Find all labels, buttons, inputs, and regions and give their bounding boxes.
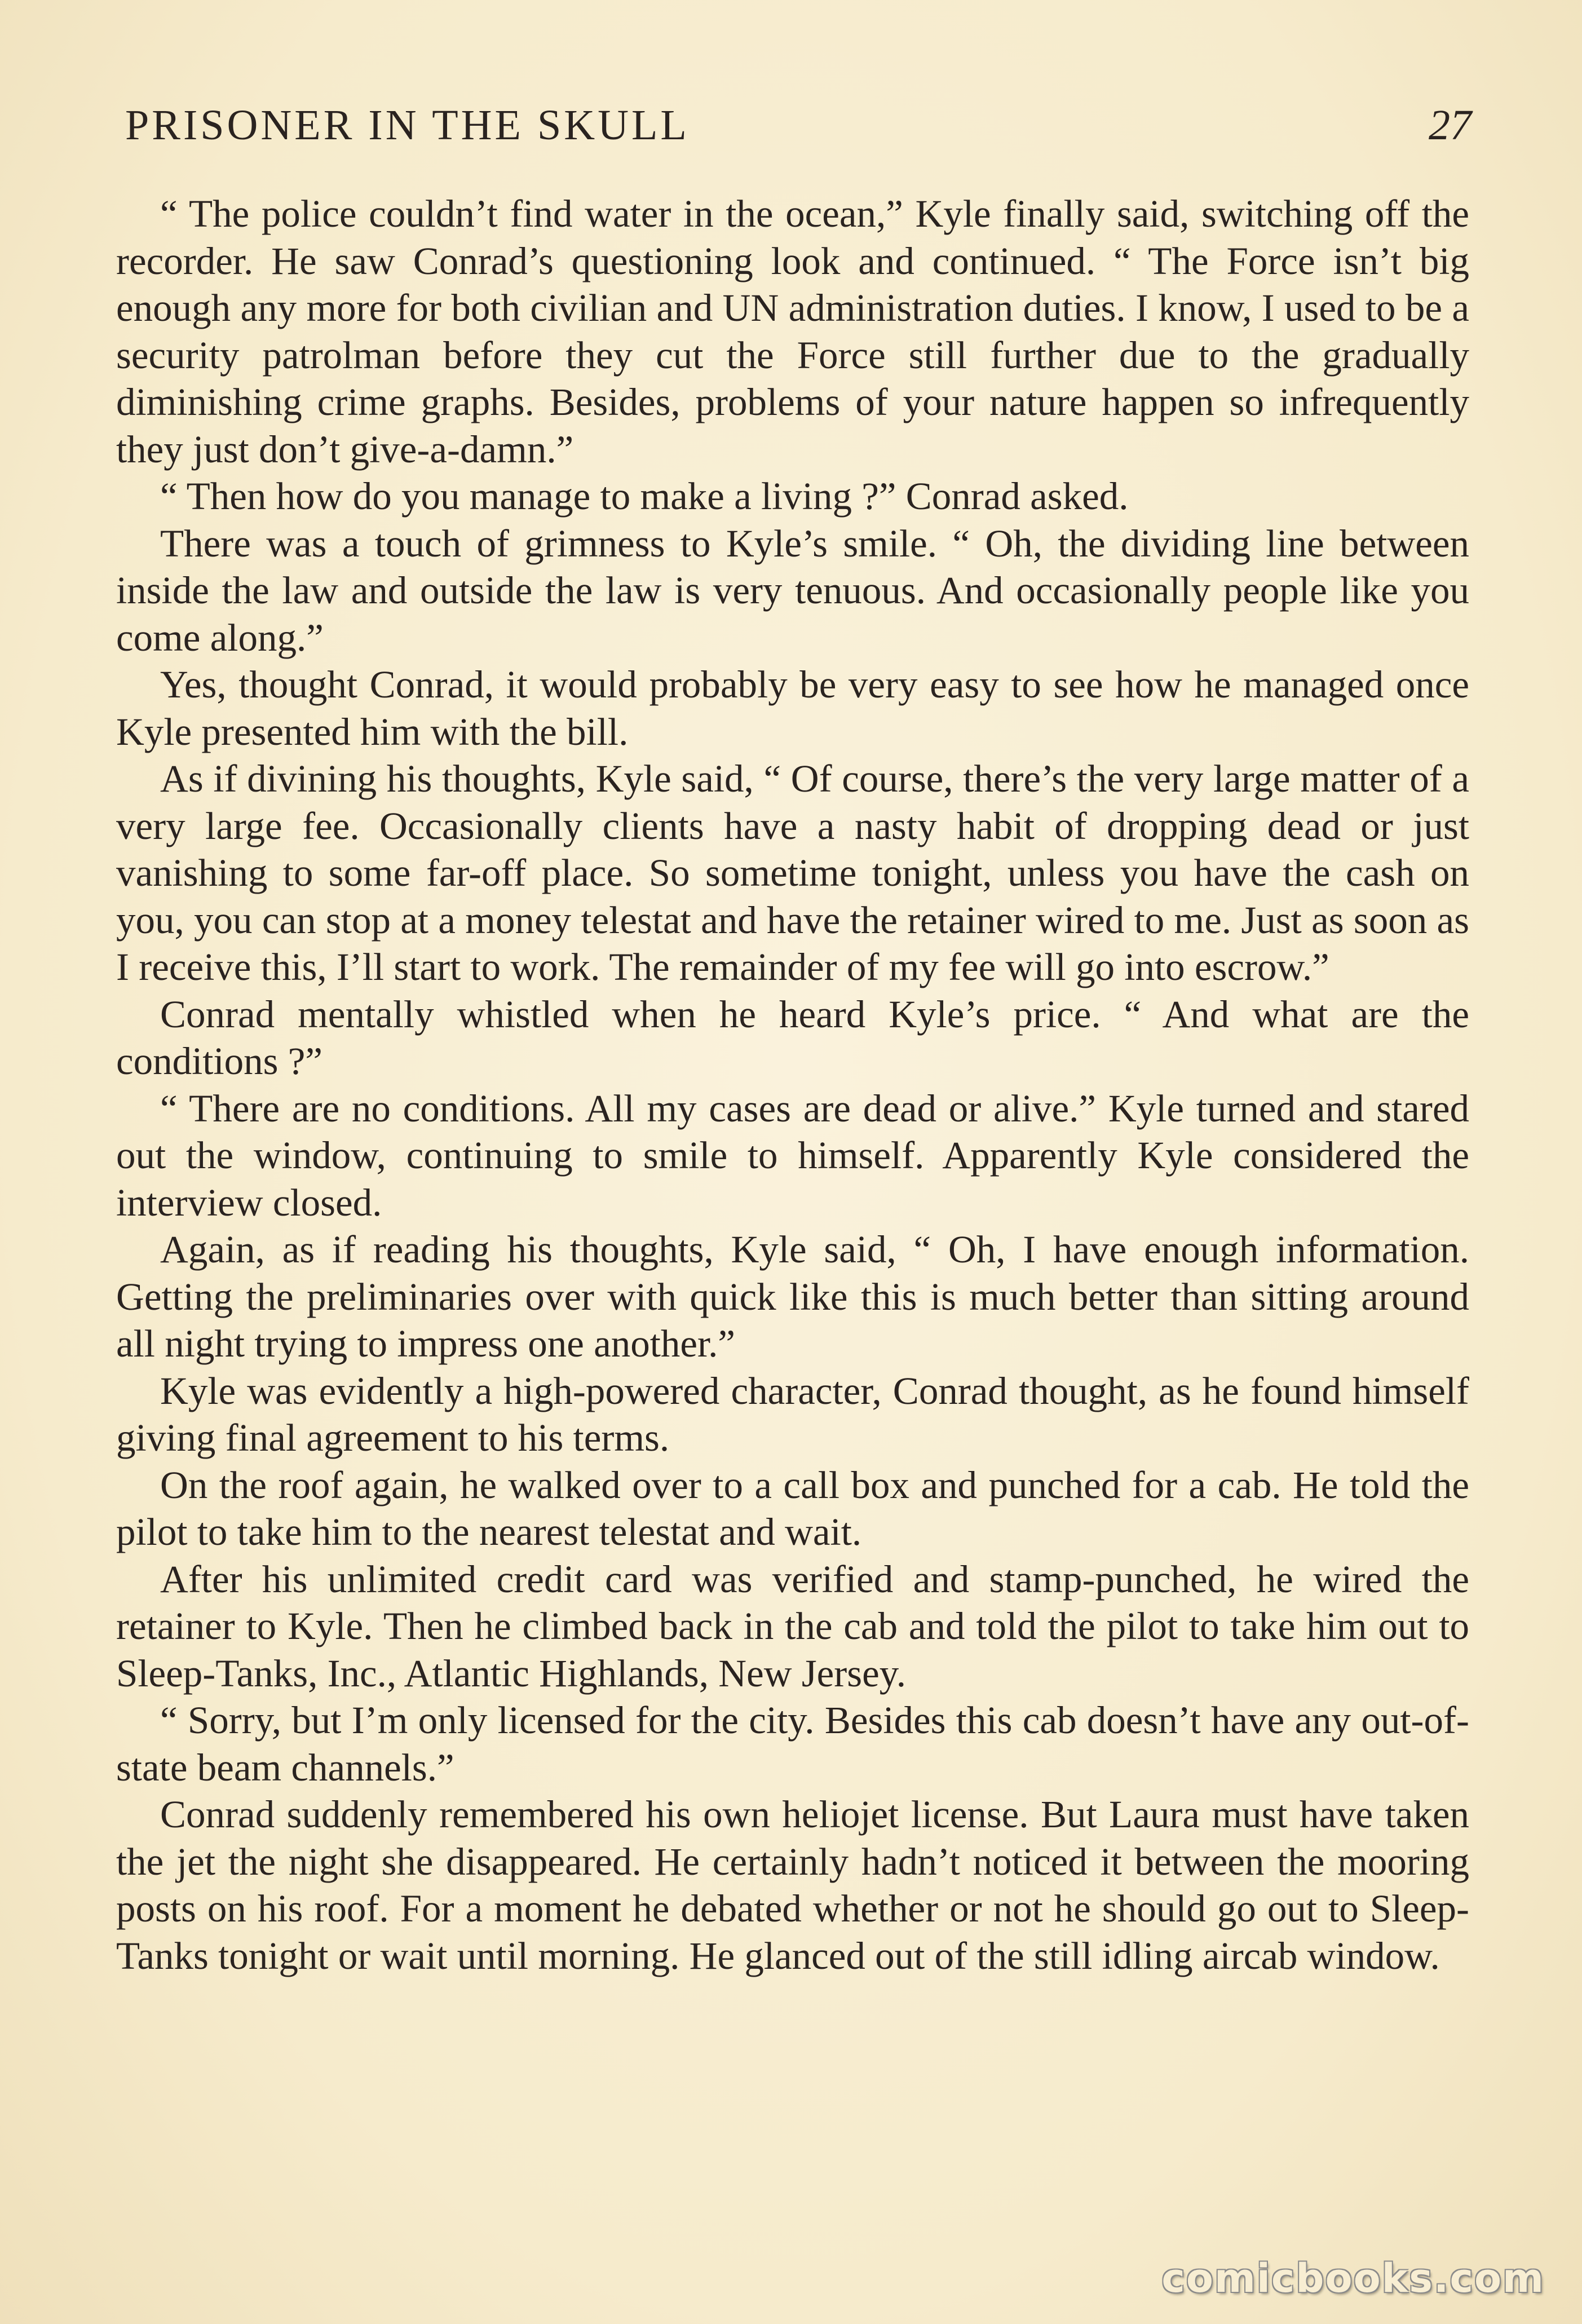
page-header (125, 97, 1471, 153)
paragraph: Conrad mentally whistled when he heard Kyle’s price. “ And what are the conditions ?” (116, 992, 1469, 1083)
paragraph: “ Then how do you manage to make a living ?” Conrad asked. (160, 475, 1129, 518)
paragraph: Conrad suddenly remembered his own heliojet license. But Laura must have taken the jet the night she disappeared. He certainly hadn’t noticed it between the mooring posts on his roof. For a moment he debated whether or not he should go out to Sleep-Tanks tonight or wait until morning. He glanced out of the still idling aircab window. (116, 1793, 1469, 1977)
paragraph: Yes, thought Conrad, it would probably be very easy to see how he managed once Kyle presented him with the bill. (116, 663, 1469, 753)
body-text (116, 191, 1469, 1980)
paragraph: After his unlimited credit card was verified and stamp-punched, he wired the retainer to Kyle. Then he climbed back in the cab and told the pilot to take him out to Sleep-Tanks, Inc., Atlantic Highlands, New Jersey. (116, 1557, 1469, 1695)
paragraph: “ Sorry, but I’m only licensed for the city. Besides this cab doesn’t have any out-of-state beam channels.” (116, 1699, 1469, 1789)
paragraph: “ The police couldn’t find water in the ocean,” Kyle finally said, switching off the recorder. He saw Conrad’s questioning look and continued. “ The Force isn’t big enough any more for both civilian and UN administration duties. I know, I used to be a security patrolman before they cut the Force still further due to the gradually diminishing crime graphs. Besides, problems of your nature happen so infrequently they just don’t give-a-damn.” (116, 192, 1469, 471)
paragraph: Kyle was evidently a high-powered character, Conrad thought, as he found himself giving final agreement to his terms. (116, 1369, 1469, 1459)
page-number: 27 (1429, 101, 1471, 149)
paragraph: Again, as if reading his thoughts, Kyle said, “ Oh, I have enough information. Getting the preliminaries over with quick like this is much better than sitting around all night trying to impress one another.” (116, 1228, 1469, 1365)
paragraph: On the roof again, he walked over to a call box and punched for a cab. He told the pilot to take him to the nearest telestat and wait. (116, 1463, 1469, 1553)
paragraph: As if divining his thoughts, Kyle said, “ Of course, there’s the very large matter of a very large fee. Occasionally clients have a nasty habit of dropping dead or just vanishing to some far-off place. So sometime tonight, unless you have the cash on you, you can stop at a money telestat and have the retainer wired to me. Just as soon as I receive this, I’ll start to work. The remainder of my fee will go into escrow.” (116, 757, 1469, 988)
running-title: PRISONER IN THE SKULL (125, 101, 690, 149)
paragraph: There was a touch of grimness to Kyle’s smile. “ Oh, the dividing line between inside the law and outside the law is very tenuous. And occasionally people like you come along.” (116, 522, 1469, 659)
paragraph: “ There are no conditions. All my cases are dead or alive.” Kyle turned and stared out the window, continuing to smile to himself. Apparently Kyle considered the interview closed. (116, 1086, 1469, 1224)
watermark: comicbooks.com (1161, 2255, 1545, 2301)
